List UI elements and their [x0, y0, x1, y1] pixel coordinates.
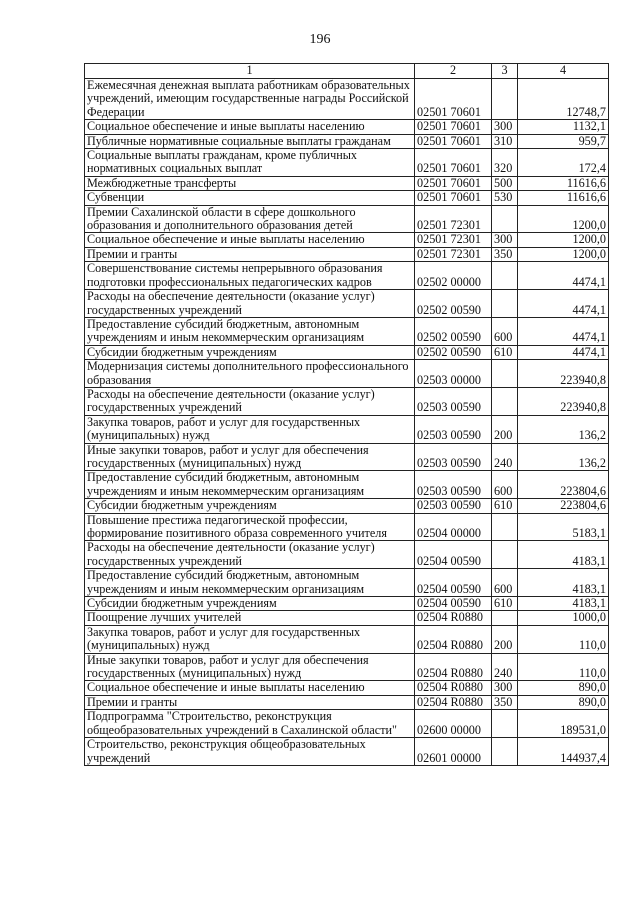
row-csr-code: 02504 00000 — [415, 513, 492, 541]
table-row — [85, 471, 609, 499]
row-name: Ежемесячная денежная выплата работникам образовательных учреждений, имеющим государственные награды Российской Федерации — [85, 79, 415, 120]
row-name: Премии Сахалинской области в сфере дошкольного образования и дополнительного образования детей — [85, 205, 415, 233]
row-csr-code: 02504 00590 — [415, 597, 492, 611]
row-name: Повышение престижа педагогической профессии, формирование позитивного образа современного учителя — [85, 513, 415, 541]
row-vr-code: 240 — [492, 653, 518, 681]
row-amount: 4183,1 — [518, 569, 609, 597]
row-name: Иные закупки товаров, работ и услуг для обеспечения государственных (муниципальных) нужд — [85, 443, 415, 471]
row-name: Расходы на обеспечение деятельности (оказание услуг) государственных учреждений — [85, 387, 415, 415]
table-row — [85, 597, 609, 611]
row-amount: 959,7 — [518, 134, 609, 148]
row-vr-code: 200 — [492, 625, 518, 653]
row-csr-code: 02600 00000 — [415, 710, 492, 738]
row-amount: 4474,1 — [518, 290, 609, 318]
row-name: Субсидии бюджетным учреждениям — [85, 499, 415, 513]
row-name: Социальное обеспечение и иные выплаты населению — [85, 120, 415, 134]
row-csr-code: 02504 00590 — [415, 541, 492, 569]
row-amount: 110,0 — [518, 653, 609, 681]
row-vr-code: 200 — [492, 415, 518, 443]
table-row — [85, 695, 609, 709]
table-row — [85, 176, 609, 190]
table-row — [85, 681, 609, 695]
row-amount: 223940,8 — [518, 387, 609, 415]
row-csr-code: 02504 R0880 — [415, 653, 492, 681]
row-csr-code: 02502 00000 — [415, 262, 492, 290]
table-row — [85, 499, 609, 513]
row-name: Подпрограмма "Строительство, реконструкция общеобразовательных учреждений в Сахалинской области" — [85, 710, 415, 738]
row-amount: 136,2 — [518, 443, 609, 471]
row-csr-code: 02501 72301 — [415, 233, 492, 247]
row-vr-code: 300 — [492, 120, 518, 134]
row-amount: 223940,8 — [518, 360, 609, 388]
row-amount: 890,0 — [518, 681, 609, 695]
row-vr-code: 310 — [492, 134, 518, 148]
row-vr-code: 320 — [492, 149, 518, 177]
row-csr-code: 02504 R0880 — [415, 695, 492, 709]
row-csr-code: 02502 00590 — [415, 345, 492, 359]
row-csr-code: 02503 00590 — [415, 499, 492, 513]
row-csr-code: 02502 00590 — [415, 317, 492, 345]
row-name: Закупка товаров, работ и услуг для государственных (муниципальных) нужд — [85, 625, 415, 653]
row-vr-code — [492, 611, 518, 625]
row-vr-code — [492, 387, 518, 415]
row-name: Субсидии бюджетным учреждениям — [85, 597, 415, 611]
row-vr-code — [492, 205, 518, 233]
row-vr-code — [492, 710, 518, 738]
row-csr-code: 02501 70601 — [415, 134, 492, 148]
row-amount: 1200,0 — [518, 205, 609, 233]
row-csr-code: 02503 00590 — [415, 387, 492, 415]
table-row — [85, 233, 609, 247]
row-vr-code: 610 — [492, 597, 518, 611]
table-row — [85, 247, 609, 261]
row-name: Социальное обеспечение и иные выплаты населению — [85, 681, 415, 695]
row-name: Расходы на обеспечение деятельности (оказание услуг) государственных учреждений — [85, 541, 415, 569]
row-amount: 4183,1 — [518, 541, 609, 569]
table-row — [85, 360, 609, 388]
row-amount: 4474,1 — [518, 345, 609, 359]
row-name: Социальное обеспечение и иные выплаты населению — [85, 233, 415, 247]
table-row — [85, 205, 609, 233]
row-amount: 890,0 — [518, 695, 609, 709]
row-vr-code — [492, 262, 518, 290]
row-amount: 4474,1 — [518, 262, 609, 290]
row-name: Расходы на обеспечение деятельности (оказание услуг) государственных учреждений — [85, 290, 415, 318]
table-row — [85, 513, 609, 541]
row-vr-code: 610 — [492, 499, 518, 513]
table-row — [85, 738, 609, 766]
budget-table — [84, 63, 609, 766]
row-name: Иные закупки товаров, работ и услуг для обеспечения государственных (муниципальных) нужд — [85, 653, 415, 681]
table-row — [85, 262, 609, 290]
row-name: Межбюджетные трансферты — [85, 176, 415, 190]
row-name: Публичные нормативные социальные выплаты гражданам — [85, 134, 415, 148]
table-row — [85, 710, 609, 738]
row-csr-code: 02501 72301 — [415, 247, 492, 261]
row-name: Совершенствование системы непрерывного образования подготовки профессиональных педагогических кадров — [85, 262, 415, 290]
table-row — [85, 625, 609, 653]
table-row — [85, 541, 609, 569]
table-row — [85, 443, 609, 471]
table-row — [85, 120, 609, 134]
row-amount: 110,0 — [518, 625, 609, 653]
row-csr-code: 02504 R0880 — [415, 681, 492, 695]
header-col-1: 1 — [85, 64, 415, 79]
table-row — [85, 387, 609, 415]
row-vr-code: 350 — [492, 695, 518, 709]
row-csr-code: 02501 70601 — [415, 120, 492, 134]
row-vr-code: 240 — [492, 443, 518, 471]
row-amount: 5183,1 — [518, 513, 609, 541]
row-name: Предоставление субсидий бюджетным, автономным учреждениям и иным некоммерческим организациям — [85, 317, 415, 345]
row-name: Субсидии бюджетным учреждениям — [85, 345, 415, 359]
row-csr-code: 02503 00590 — [415, 443, 492, 471]
row-amount: 4474,1 — [518, 317, 609, 345]
row-vr-code: 600 — [492, 569, 518, 597]
row-vr-code: 300 — [492, 681, 518, 695]
row-csr-code: 02502 00590 — [415, 290, 492, 318]
row-amount: 1132,1 — [518, 120, 609, 134]
row-amount: 11616,6 — [518, 176, 609, 190]
row-csr-code: 02501 72301 — [415, 205, 492, 233]
table-row — [85, 569, 609, 597]
row-amount: 1000,0 — [518, 611, 609, 625]
table-row — [85, 191, 609, 205]
table-row — [85, 290, 609, 318]
row-amount: 4183,1 — [518, 597, 609, 611]
page-number: 196 — [309, 32, 331, 47]
row-name: Премии и гранты — [85, 695, 415, 709]
row-csr-code: 02504 R0880 — [415, 625, 492, 653]
table-row — [85, 79, 609, 120]
row-vr-code — [492, 79, 518, 120]
row-amount: 223804,6 — [518, 471, 609, 499]
row-amount: 11616,6 — [518, 191, 609, 205]
row-amount: 1200,0 — [518, 233, 609, 247]
row-vr-code — [492, 290, 518, 318]
row-vr-code: 600 — [492, 317, 518, 345]
row-csr-code: 02503 00590 — [415, 415, 492, 443]
row-csr-code: 02501 70601 — [415, 191, 492, 205]
row-vr-code — [492, 738, 518, 766]
table-row — [85, 653, 609, 681]
row-csr-code: 02601 00000 — [415, 738, 492, 766]
row-csr-code: 02503 00590 — [415, 471, 492, 499]
row-amount: 172,4 — [518, 149, 609, 177]
row-csr-code: 02501 70601 — [415, 149, 492, 177]
row-vr-code: 600 — [492, 471, 518, 499]
row-name: Предоставление субсидий бюджетным, автономным учреждениям и иным некоммерческим организациям — [85, 471, 415, 499]
row-name: Строительство, реконструкция общеобразовательных учреждений — [85, 738, 415, 766]
row-amount: 12748,7 — [518, 79, 609, 120]
row-name: Предоставление субсидий бюджетным, автономным учреждениям и иным некоммерческим организациям — [85, 569, 415, 597]
header-col-2: 2 — [415, 64, 492, 79]
table-row — [85, 415, 609, 443]
row-amount: 144937,4 — [518, 738, 609, 766]
row-amount: 223804,6 — [518, 499, 609, 513]
row-csr-code: 02501 70601 — [415, 79, 492, 120]
row-name: Социальные выплаты гражданам, кроме публичных нормативных социальных выплат — [85, 149, 415, 177]
row-amount: 1200,0 — [518, 247, 609, 261]
table-row — [85, 317, 609, 345]
row-vr-code: 500 — [492, 176, 518, 190]
row-name: Поощрение лучших учителей — [85, 611, 415, 625]
row-name: Модернизация системы дополнительного профессионального образования — [85, 360, 415, 388]
row-csr-code: 02504 00590 — [415, 569, 492, 597]
header-col-4: 4 — [518, 64, 609, 79]
table-row — [85, 149, 609, 177]
row-vr-code: 350 — [492, 247, 518, 261]
row-name: Закупка товаров, работ и услуг для государственных (муниципальных) нужд — [85, 415, 415, 443]
table-row — [85, 611, 609, 625]
row-csr-code: 02503 00000 — [415, 360, 492, 388]
row-csr-code: 02504 R0880 — [415, 611, 492, 625]
row-vr-code: 530 — [492, 191, 518, 205]
row-amount: 136,2 — [518, 415, 609, 443]
header-col-3: 3 — [492, 64, 518, 79]
table-row — [85, 345, 609, 359]
row-vr-code: 300 — [492, 233, 518, 247]
table-header-row — [85, 64, 609, 79]
row-vr-code: 610 — [492, 345, 518, 359]
table-row — [85, 134, 609, 148]
row-vr-code — [492, 541, 518, 569]
row-vr-code — [492, 513, 518, 541]
row-csr-code: 02501 70601 — [415, 176, 492, 190]
row-name: Субвенции — [85, 191, 415, 205]
row-vr-code — [492, 360, 518, 388]
row-name: Премии и гранты — [85, 247, 415, 261]
row-amount: 189531,0 — [518, 710, 609, 738]
